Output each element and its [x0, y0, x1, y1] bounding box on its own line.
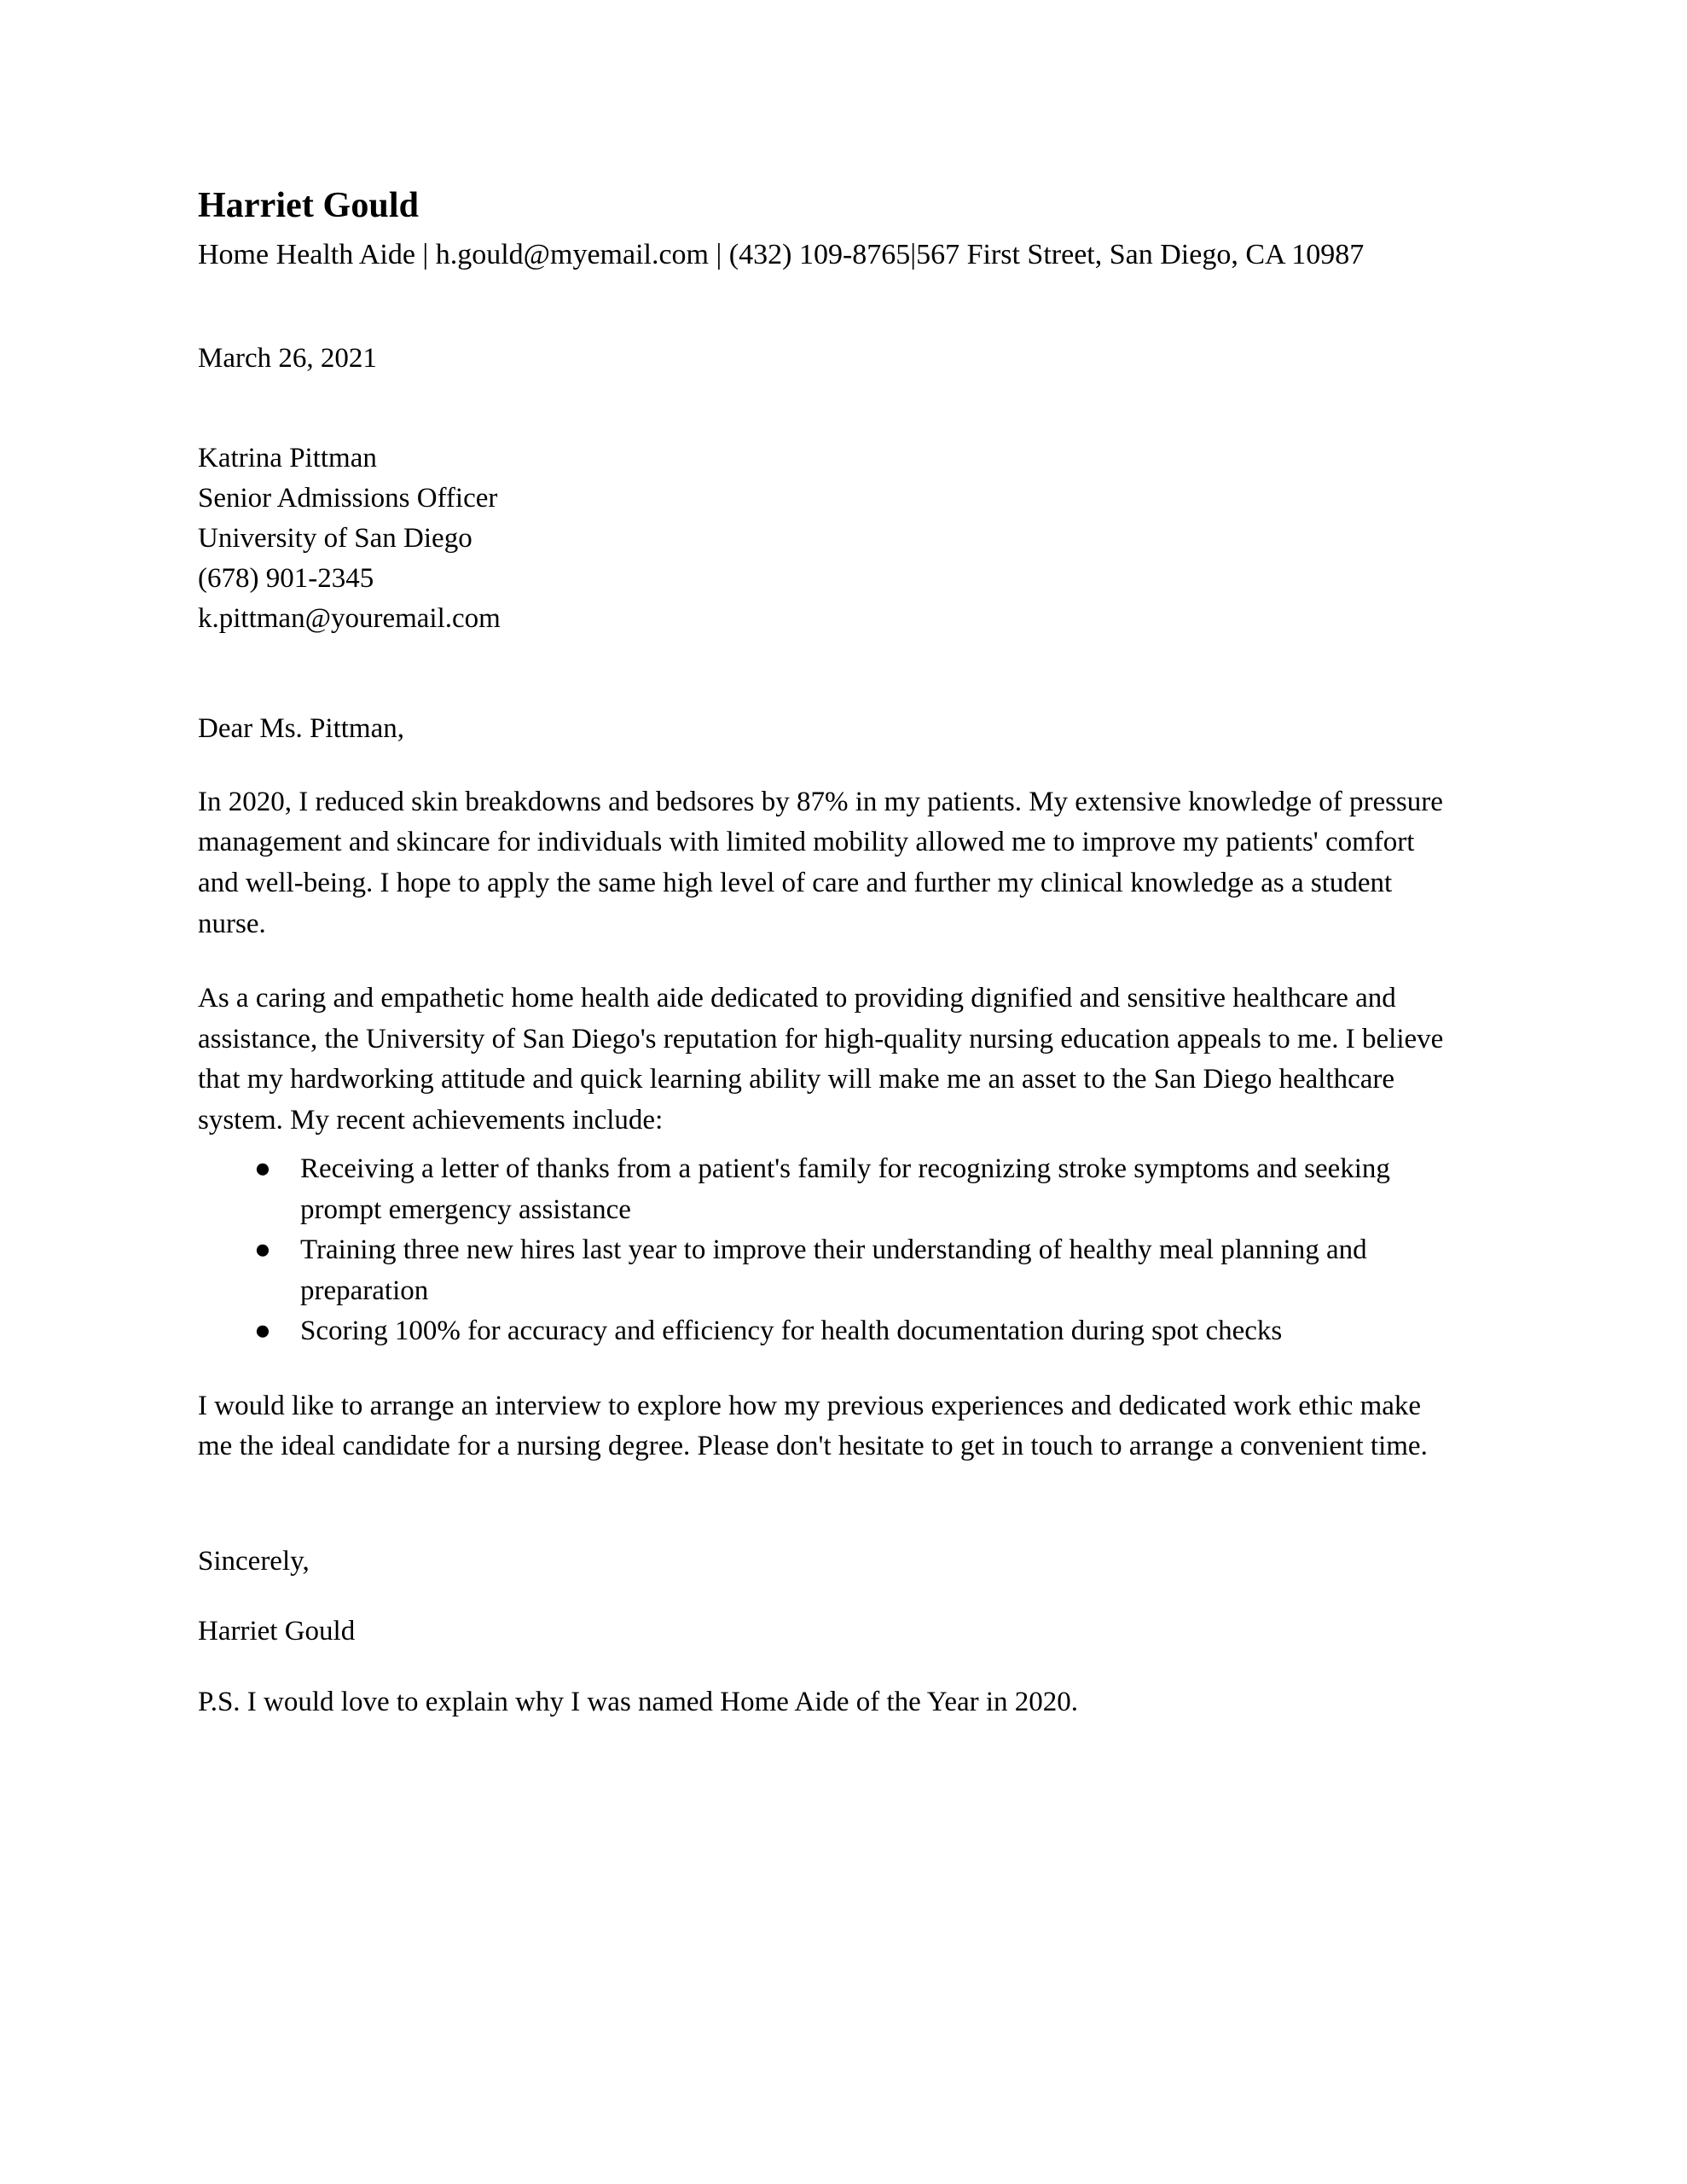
salutation: Dear Ms. Pittman, [198, 713, 404, 745]
recipient-title: Senior Admissions Officer [198, 482, 498, 514]
cover-letter-body [198, 186, 1458, 1721]
postscript: P.S. I would love to explain why I was named Home Aide of the Year in 2020. [198, 1686, 1079, 1717]
achievements-list [198, 1141, 1458, 1352]
recipient-name: Katrina Pittman [198, 443, 377, 474]
recipient-email: k.pittman@youremail.com [198, 602, 501, 634]
body-paragraph-1: In 2020, I reduced skin breakdowns and bedsores by 87% in my patients. My extensive knowledge of pressure management and skincare for individuals with limited mobility allowed me to improve my patients' comfort and well-being. I hope to apply the same high level of care and further my clinical knowledge as a student nurse. [198, 786, 1443, 939]
signature-name: Harriet Gould [198, 1616, 356, 1647]
recipient-organization: University of San Diego [198, 522, 472, 554]
body-paragraph-3: I would like to arrange an interview to explore how my previous experiences and dedicated work ethic make me the ideal candidate for a nursing degree. Please don't hesitate to get in touch to arrange a convenient time. [198, 1390, 1428, 1462]
list-item-text: Receiving a letter of thanks from a patient's family for recognizing stroke symptoms and seeking prompt emergency assistance [300, 1153, 1390, 1225]
bullet-icon: ● [254, 1234, 271, 1266]
bullet-icon: ● [254, 1316, 271, 1347]
body-paragraph-2: As a caring and empathetic home health aide dedicated to providing dignified and sensitive healthcare and assistance, the University of San Diego's reputation for high-quality nursing education appeals to me. I believe that my hardworking attitude and quick learning ability will make me an asset to the San Diego healthcare system. My recent achievements include: [198, 983, 1444, 1136]
list-item [198, 1149, 1458, 1230]
bullet-icon: ● [254, 1153, 271, 1185]
list-item [198, 1230, 1458, 1311]
letter-date: March 26, 2021 [198, 343, 377, 375]
list-item [198, 1311, 1458, 1352]
recipient-address-block [198, 377, 1458, 638]
sender-name: Harriet Gould [198, 186, 420, 225]
list-item-text: Scoring 100% for accuracy and efficiency for health documentation during spot checks [300, 1316, 1283, 1347]
sender-contact-line: Home Health Aide | h.gould@myemail.com | (432) 109-8765|567 First Street, San Diego, CA 10987 [198, 239, 1365, 271]
recipient-phone: (678) 901-2345 [198, 562, 374, 594]
valediction: Sincerely, [198, 1545, 310, 1577]
list-item-text: Training three new hires last year to improve their understanding of healthy meal planning and preparation [300, 1234, 1367, 1306]
